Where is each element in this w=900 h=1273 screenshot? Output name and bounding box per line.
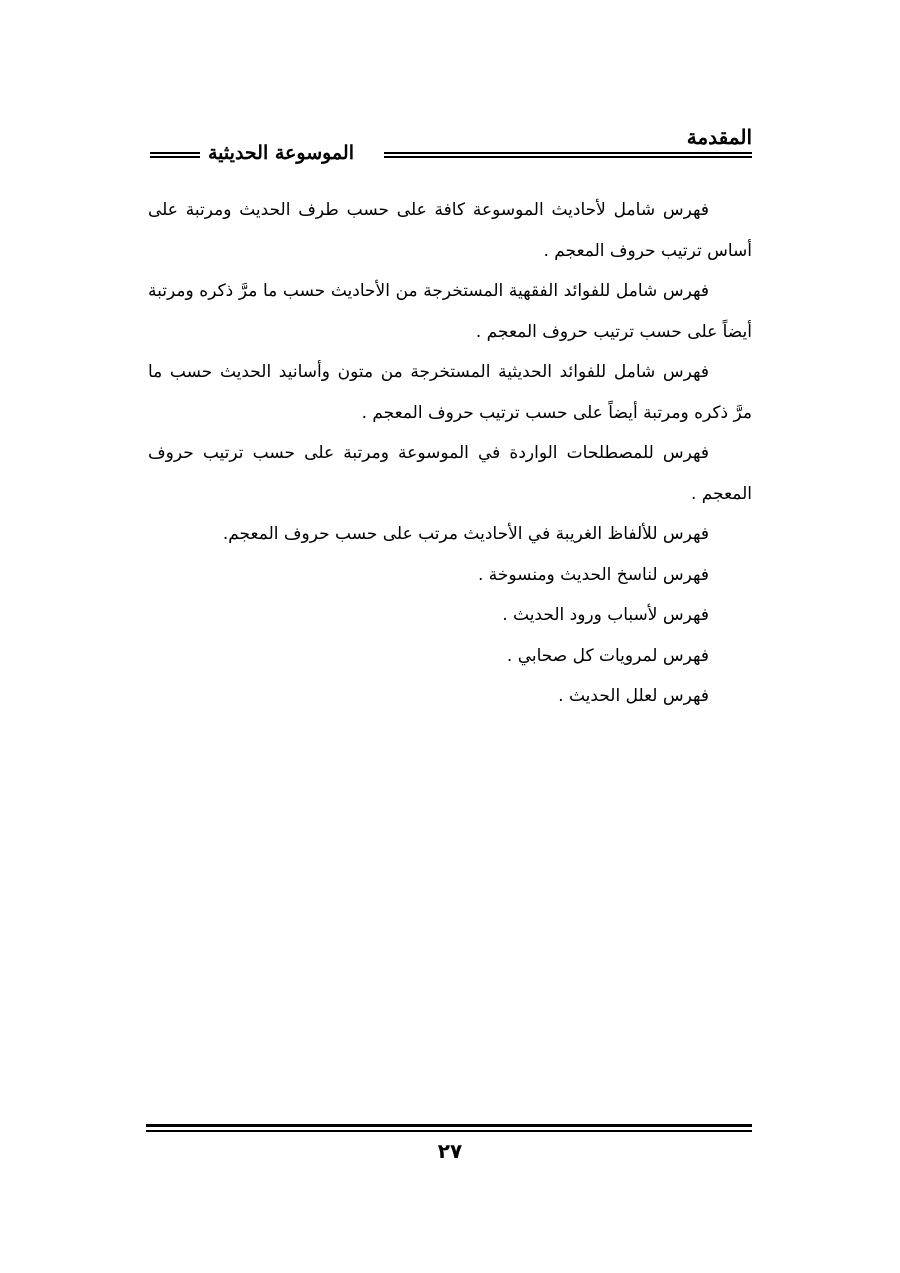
index-paragraph-9: فهرس لعلل الحديث .: [558, 686, 709, 706]
header-rule-left: [150, 152, 200, 158]
header-rule-right: [384, 152, 752, 158]
chapter-title: المقدمة: [686, 125, 752, 149]
page-header: [148, 122, 752, 172]
index-paragraph-5: فهرس للألفاظ الغريبة في الأحاديث مرتب على حسب حروف المعجم.: [222, 524, 709, 544]
index-paragraph-2: فهرس شامل للفوائد الفقهية المستخرجة من الأحاديث حسب ما مرَّ ذكره ومرتبة أيضاً على حسب ترتيب حروف المعجم .: [148, 281, 752, 342]
index-paragraph-4: فهرس للمصطلحات الواردة في الموسوعة ومرتبة على حسب ترتيب حروف المعجم .: [148, 443, 752, 504]
page-number: ٢٧: [437, 1139, 463, 1163]
index-paragraph-3: فهرس شامل للفوائد الحديثية المستخرجة من متون وأسانيد الحديث حسب ما مرَّ ذكره ومرتبة أيضاً على حسب ترتيب حروف المعجم .: [148, 362, 752, 423]
footer-rule: [146, 1124, 752, 1132]
index-paragraph-8: فهرس لمرويات كل صحابي .: [506, 645, 709, 666]
page-body: [148, 190, 752, 717]
index-paragraph-7: فهرس لأسباب ورود الحديث .: [502, 605, 709, 625]
book-title: الموسوعة الحديثية: [208, 142, 354, 164]
index-paragraph-1: فهرس شامل لأحاديث الموسوعة كافة على حسب طرف الحديث ومرتبة على أساس ترتيب حروف المعجم .: [148, 200, 752, 261]
index-paragraph-6: فهرس لناسخ الحديث ومنسوخة .: [477, 564, 709, 585]
